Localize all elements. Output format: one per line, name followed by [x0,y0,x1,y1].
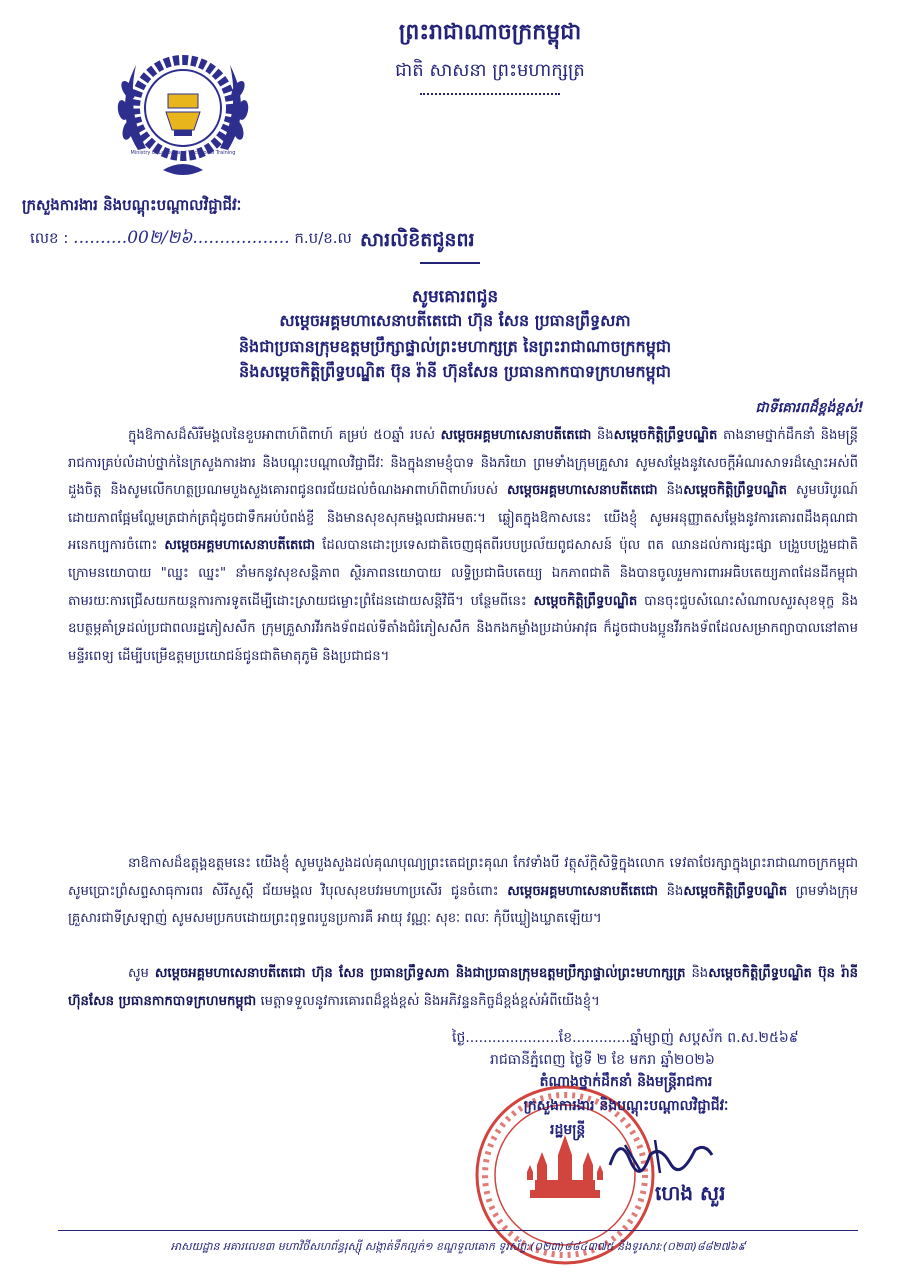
body-paragraph-3 [68,960,858,1015]
lunar-date: ថ្ងៃ.....................ខែ.............ឆ្នាំម្សាញ់ សប្តស័ក ព.ស.២៥៦៩ [452,1030,799,1046]
text-run: ក្នុងឱកាសដ៏សិរីមង្គលនៃខួបអាពាហ៍ពិពាហ៍ គម្រប់ ៥០ឆ្នាំ របស់ [128,428,441,443]
signatory-ministry: ក្រសួងការងារ និងបណ្តុះបណ្តាលវិជ្ជាជីវៈ [523,1098,729,1114]
honorific: សម្តេចកិត្តិព្រឹទ្ធបណ្ឌិត [683,883,788,899]
ref-handwritten: ..........00២/២៦.................. [73,228,290,248]
honorific: សម្តេចអគ្គមហាសេនាបតីតេជោ [506,483,658,499]
text-run: និង [657,883,684,899]
honorific: សម្តេចកិត្តិព្រឹទ្ធបណ្ឌិត [533,593,638,609]
text-run: និង [591,428,614,443]
sender-ministry: ក្រសួងការងារ និងបណ្តុះបណ្តាលវិជ្ជាជីវៈ [22,196,242,214]
text-run: សូម [128,966,155,981]
salutation: ជាទីគោរពដ៏ខ្ពង់ខ្ពស់! [755,400,864,416]
text-run: និង [685,966,709,981]
motto-divider [420,93,560,95]
signatory-name: ហេង សួរ [655,1181,726,1205]
addressee-line-2: និងជាប្រធានក្រុមឧត្តមប្រឹក្សាផ្ទាល់ព្រះមហាក្សត្រ នៃព្រះរាជាណាចក្រកម្ពុជា [238,337,672,356]
addressee-line-1: សម្តេចអគ្គមហាសេនាបតីតេជោ ហ៊ុន សែន ប្រធានព្រឹទ្ធសភា [279,311,631,330]
honorific: សម្តេចអគ្គមហាសេនាបតីតេជោ [440,428,592,443]
ministry-logo [108,30,258,190]
signatory-title: តំណាងថ្នាក់ដឹកនាំ និងមន្ត្រីរាជការ [539,1074,713,1090]
reference-number [30,227,352,252]
kingdom-heading: ព្រះរាជាណាចក្រកម្ពុជា [398,20,582,45]
text-run: និង [657,483,684,499]
footer-address: អាសយដ្ឋាន អគារលេខ៣ មហាវិថីសហព័ន្ធរុស្ស៊ី សង្កាត់ទឹកល្អក់១ ខណ្ឌទួលគោក ទូរស័ព្ទ:(០២៣)៨៨៤៣៧៥ និងទូរសារ:(០២៣)៨៨២៧៦៩ [170,1240,746,1253]
title-divider [420,262,480,264]
honorific: សម្តេចអគ្គមហាសេនាបតីតេជោ [507,883,658,899]
text-run: ព្រមទាំងក្រុមគ្រួសារជាទីស្រឡាញ់ សូមសមប្រកបដោយព្រះពុទ្ធពរបួនប្រការគឺ អាយុ វណ្ណៈ សុខៈ ពលៈ កុំបីឃ្លៀងឃ្លាតឡើយ។ [68,883,859,927]
honorific: សម្តេចអគ្គមហាសេនាបតីតេជោ [164,538,316,554]
signatory-role: រដ្ឋមន្ត្រី [550,1122,586,1138]
honorific: សម្តេចកិត្តិព្រឹទ្ធបណ្ឌិត ប៊ុន រ៉ានី ហ៊ុនសែន ប្រធានកាកបាទក្រហមកម្ពុជា [68,966,858,1009]
honorific: សម្តេចអគ្គមហាសេនាបតីតេជោ ហ៊ុន សែន ប្រធានព្រឹទ្ធសភា និងជាប្រធានក្រុមឧត្តមប្រឹក្សាផ្ទាល់ព្រះមហាក្សត្រ [154,966,686,981]
body-paragraph-1 [68,422,858,670]
text-run: បានចុះជួបសំណេះសំណាលសួរសុខទុក្ខ និងឧបត្ថម្ភគាំទ្រដល់ប្រជាពលរដ្ឋភៀសសឹក ក្រុមគ្រួសារវីរកងទ័ពដល់ទីតាំងជំរំភៀសសឹក និងកងកម្លាំងប្រដាប់អាវុធ ក៏ដូចជាបងប្អូនវីរកងទ័ពដែលសម្រាកព្យាបាលនៅតាមមន្ទីរពេទ្យ ដើម្បីបម្រើឧត្តមប្រយោជន៍ជូនជាតិមាតុភូមិ និងប្រជាជន។ [68,593,858,664]
addressee-line-3: និងសម្តេចកិត្តិព្រឹទ្ធបណ្ឌិត ប៊ុន រ៉ានី ហ៊ុនសែន ប្រធានកាកបាទក្រហមកម្ពុជា [239,362,671,381]
text-run: នាឱកាសដ៏ឧត្តុង្គឧត្តមនេះ យើងខ្ញុំ សូមបួងសួងដល់គុណបុណ្យព្រះតេជព្រះគុណ កែវទាំងបី វត្ថុស័ក្តិសិទ្ធិក្នុងលោក ទេវតាថែរក្សាក្នុងព្រះរាជាណាចក្រកម្ពុជា សូមប្រោះព្រំសព្ទសាធុការពរ សិរីសួស្តី ជ័យមង្គល វិបុលសុខបវរមហាប្រសើរ ជូនចំពោះ [68,856,858,899]
honorific: សម្តេចកិត្តិព្រឹទ្ធបណ្ឌិត [613,428,718,443]
text-run: មេត្តាទទួលនូវការគោរពដ៏ខ្ពង់ខ្ពស់ និងអភិវន្ទនកិច្ចដ៏ខ្ពង់ខ្ពស់អំពីយើងខ្ញុំ។ [256,993,600,1009]
text-run: តាងនាមថ្នាក់ដឹកនាំ និងមន្ត្រីរាជការគ្រប់លំដាប់ថ្នាក់នៃក្រសួងការងារ និងបណ្តុះបណ្តាលវិជ្ជាជីវៈ និងក្នុងនាមខ្ញុំបាទ និងភរិយា ព្រមទាំងក្រុមគ្រួសារ សូមសម្តែងនូវសេចក្តីអំណរសាទរដ៏ស្មោះអស់ពីដួងចិត្ត និងសូមលើកហត្ថប្រណមបួងសួងគោរពជូនពរជ័យដល់ចំណងអាពាហ៍ពិពាហ៍របស់ [68,428,858,499]
logo-caption: Ministry of Labour and Vocational Training [130,150,236,156]
footer-divider [58,1230,858,1231]
body-paragraph-2 [68,850,858,933]
text-run: សូមបរិបូរណ៍ដោយភាពផ្អែមល្ហែមត្រជាក់ត្រជុំដូចជាទឹកអប់បំពង់ខ្ចី និងមានសុខសុភមង្គលជាអមតៈ។ ឆ្លៀតក្នុងឱកាសនេះ យើងខ្ញុំ សូមអនុញ្ញាតសម្តែងនូវការគោរពដឹងគុណជាអនេកប្បការចំពោះ [68,483,859,554]
handwritten-signature [600,1125,720,1185]
national-motto: ជាតិ សាសនា ព្រះមហាក្សត្រ [395,60,585,81]
ref-prefix: លេខ : [30,229,69,247]
text-run: ដែលបានដោះប្រទេសជាតិចេញផុតពីរបបប្រល័យពូជសាសន៍ ប៉ុល ពត ឈានដល់ការផ្សះផ្សា បង្រួបបង្រួមជាតិក្រោមនយោបាយ "ឈ្នះ ឈ្នះ" នាំមកនូវសុខសន្តិភាព ស្ថិរភាពនយោបាយ លទ្ធិប្រជាធិបតេយ្យ ឯកភាពជាតិ និងបានចូលរួមការពារអធិបតេយ្យភាពដែនដីកម្ពុជាតាមរយៈការជ្រើសយកយន្តការការទូតដើម្បីដោះស្រាយជម្លោះព្រំដែនដោយសន្តិវិធី។ បន្ថែមពីនេះ [68,538,858,609]
ref-suffix: ក.ប/ខ.ល [294,229,352,247]
document-title: សារលិខិតជូនពរ [360,229,475,251]
addressee-greeting: សូមគោរពជូន [411,287,499,307]
honorific: សម្តេចកិត្តិព្រឹទ្ធបណ្ឌិត [683,483,787,499]
solar-date: រាជធានីភ្នំពេញ ថ្ងៃទី ២ ខែ មករា ឆ្នាំ២០២៦ [490,1052,715,1068]
